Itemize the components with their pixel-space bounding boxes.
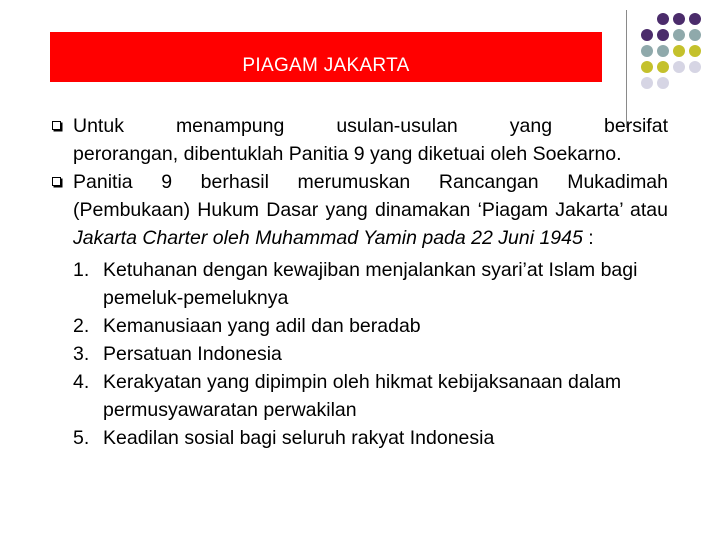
sila-list	[73, 256, 668, 452]
decorative-dot	[689, 13, 701, 25]
decorative-dot	[657, 13, 669, 25]
bullet-2-italic: Jakarta Charter oleh Muhammad Yamin pada 22 Juni 1945	[73, 227, 583, 249]
list-item	[73, 340, 668, 368]
list-item-text: Ketuhanan dengan kewajiban menjalankan syari’at Islam bagi pemeluk-pemeluknya	[103, 259, 638, 309]
list-number: 3.	[73, 343, 90, 365]
decorative-dot	[657, 45, 669, 57]
slide-body	[52, 112, 668, 452]
decorative-dot	[657, 29, 669, 41]
square-bullet-icon	[52, 177, 61, 186]
list-item-text: Persatuan Indonesia	[103, 343, 282, 365]
bullet-2-text	[73, 168, 668, 252]
decorative-dot	[673, 13, 685, 25]
list-item	[73, 312, 668, 340]
list-number: 5.	[73, 427, 90, 449]
list-item-text: Kerakyatan yang dipimpin oleh hikmat kebijaksanaan dalam permusyawaratan perwakilan	[103, 371, 622, 421]
decorative-dot	[641, 77, 653, 89]
list-item-text: Kemanusiaan yang adil dan beradab	[103, 315, 421, 337]
list-item	[73, 424, 668, 452]
decorative-dot	[689, 45, 701, 57]
slide-title: PIAGAM JAKARTA	[242, 55, 410, 76]
bullet-1-rest: perorangan, dibentuklah Panitia 9 yang diketuai oleh Soekarno.	[73, 143, 622, 165]
list-number: 4.	[73, 371, 90, 393]
decorative-dot	[673, 61, 685, 73]
decorative-dot	[689, 61, 701, 73]
decorative-dot	[641, 45, 653, 57]
list-item	[73, 256, 668, 312]
decorative-divider	[626, 10, 627, 128]
list-item	[73, 368, 668, 424]
list-number: 1.	[73, 259, 90, 281]
decorative-dot	[657, 77, 669, 89]
list-item-text: Keadilan sosial bagi seluruh rakyat Indonesia	[103, 427, 495, 449]
bullet-2-text-b: :	[582, 227, 594, 249]
decorative-dot	[641, 61, 653, 73]
decorative-dot	[657, 61, 669, 73]
square-bullet-icon	[52, 121, 61, 130]
decorative-dot	[673, 45, 685, 57]
decorative-dot	[641, 29, 653, 41]
bullet-item-2	[52, 168, 668, 452]
title-bar	[50, 32, 602, 82]
bullet-item-1	[52, 112, 668, 168]
decorative-dot	[673, 29, 685, 41]
decorative-dot	[689, 29, 701, 41]
bullet-1-line1: Untuk menampung usulan-usulan yang bersifat	[73, 115, 668, 137]
bullet-2-text-a: Panitia 9 berhasil merumuskan Rancangan Mukadimah (Pembukaan) Hukum Dasar yang dinamakan ‘Piagam Jakarta’ atau	[73, 171, 668, 221]
list-number: 2.	[73, 315, 90, 337]
